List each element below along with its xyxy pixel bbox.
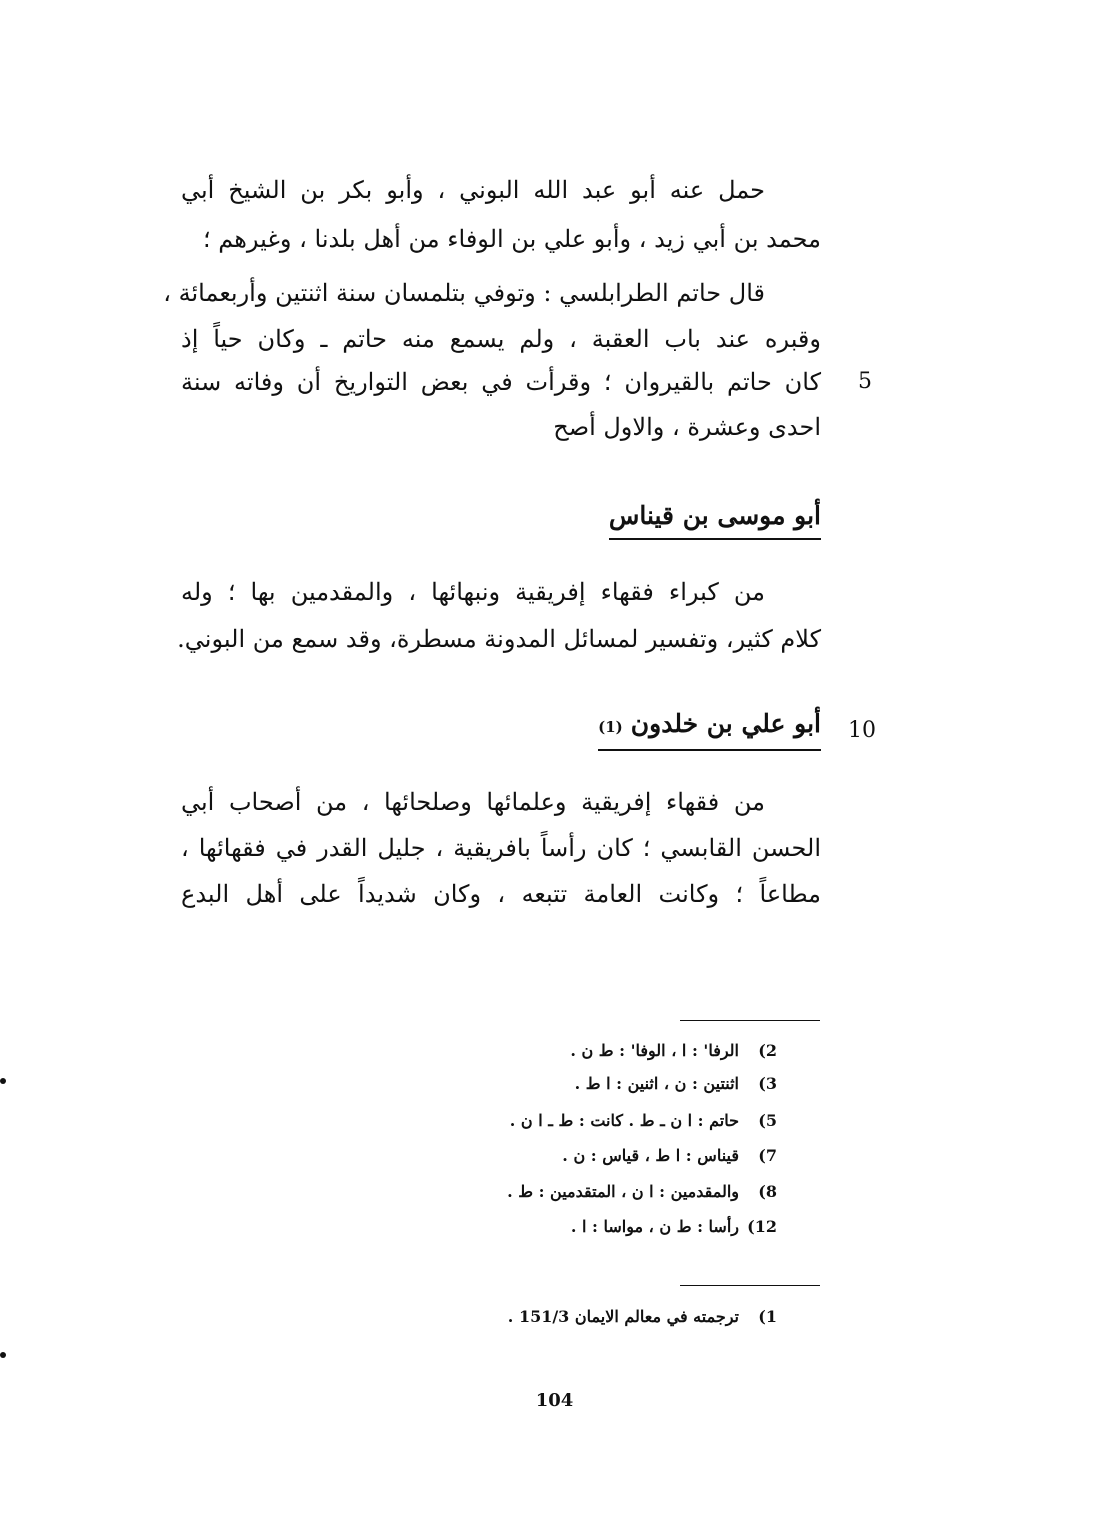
- scan-speck: [0, 1352, 6, 1358]
- margin-line-number-10: 10: [848, 718, 876, 743]
- paragraph4-line-1: من فقهاء إفريقية وعلمائها وصلحائها ، من أصحاب أبي: [181, 788, 765, 816]
- paragraph3-line-2: كلام كثير، وتفسير لمسائل المدونة مسطرة، وقد سمع من البوني.: [177, 625, 821, 653]
- page-number: 104: [535, 1390, 574, 1411]
- footnote-reference-mark: (1): [598, 718, 623, 736]
- apparatus-note-text: قيناس : ا ط ، قياس : ن .: [562, 1146, 739, 1165]
- apparatus-note-number: 3): [758, 1074, 777, 1093]
- apparatus-note-text: اثنتين : ن ، اثنين : ا ط .: [574, 1074, 739, 1093]
- paragraph4-line-3: مطاعاً ؛ وكانت العامة تتبعه ، وكان شديداً على أهل البدع: [181, 880, 821, 908]
- paragraph2-line-2: وقبره عند باب العقبة ، ولم يسمع منه حاتم ـ وكان حياً إذ: [181, 325, 821, 353]
- entry-heading-abu-ali: [598, 708, 821, 751]
- footnote-text: ترجمته في معالم الايمان 151/3 .: [507, 1307, 739, 1326]
- apparatus-divider: [680, 1020, 820, 1021]
- apparatus-note: [571, 1216, 777, 1238]
- apparatus-note: [510, 1110, 777, 1132]
- apparatus-note-number: 12): [747, 1217, 777, 1236]
- apparatus-note-number: 8): [758, 1182, 777, 1201]
- apparatus-note-text: رأسا : ط ن ، مواسا : ا .: [570, 1217, 739, 1236]
- apparatus-note: [562, 1145, 777, 1167]
- apparatus-note-text: حاتم : ا ن ـ ط . كانت : ط ـ ا ن .: [509, 1111, 739, 1130]
- apparatus-note-text: والمقدمين : ا ن ، المتقدمين : ط .: [507, 1182, 739, 1201]
- paragraph4-line-2: الحسن القابسي ؛ كان رأساً بافريقية ، جليل القدر في فقهائها ،: [181, 834, 821, 862]
- footnote-divider: [680, 1285, 820, 1286]
- heading1-text: أبو موسى بن قيناس: [608, 501, 821, 530]
- apparatus-note-text: الرفا' : ا ، الوفا' : ط ن .: [570, 1041, 739, 1060]
- paragraph2-line-3: كان حاتم بالقيروان ؛ وقرأت في بعض التواريخ أن وفاته سنة: [181, 368, 821, 396]
- apparatus-note-number: 7): [758, 1146, 777, 1165]
- footnote: [508, 1306, 777, 1328]
- apparatus-note-number: 5): [758, 1111, 777, 1130]
- apparatus-note-number: 2): [758, 1041, 777, 1060]
- paragraph2-line-4: احدى وعشرة ، والاول أصح: [553, 413, 821, 441]
- apparatus-note: [507, 1181, 777, 1203]
- apparatus-note: [575, 1073, 777, 1095]
- apparatus-note: [570, 1040, 777, 1062]
- scan-speck: [0, 1078, 6, 1084]
- paragraph1-line-2: محمد بن أبي زيد ، وأبو علي بن الوفاء من أهل بلدنا ، وغيرهم ؛: [202, 225, 821, 253]
- margin-line-number-5: 5: [858, 369, 872, 394]
- paragraph3-line-1: من كبراء فقهاء إفريقية ونبهائها ، والمقدمين بها ؛ وله: [181, 578, 765, 606]
- paragraph2-line-1: قال حاتم الطرابلسي : وتوفي بتلمسان سنة اثنتين وأربعمائة ،: [163, 279, 765, 307]
- heading2-text: أبو علي بن خلدون: [630, 709, 821, 738]
- paragraph1-line-1: حمل عنه أبو عبد الله البوني ، وأبو بكر بن الشيخ أبي: [181, 176, 765, 204]
- footnote-number: 1): [758, 1307, 777, 1326]
- entry-heading-abu-musa: [609, 500, 821, 540]
